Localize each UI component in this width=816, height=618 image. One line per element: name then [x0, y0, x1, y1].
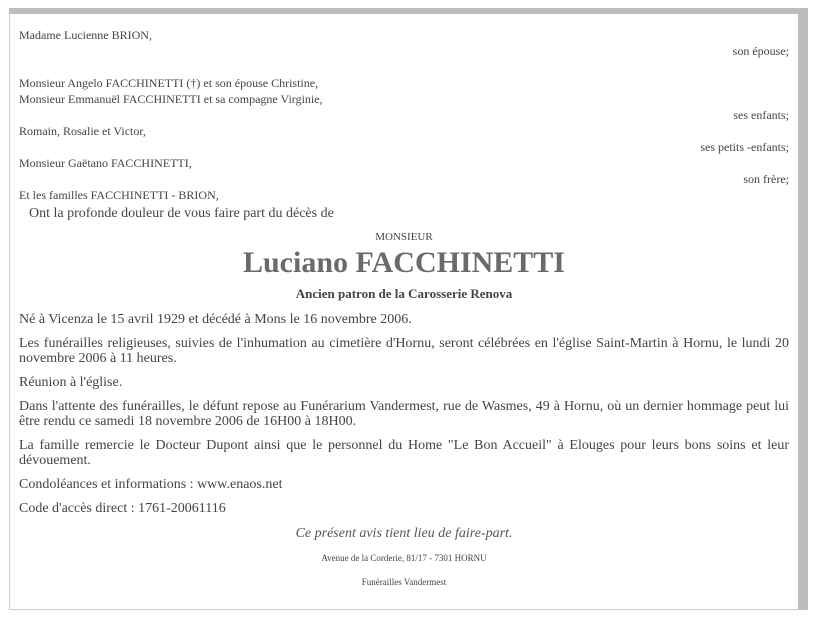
footer-funeral-home: Funérailles Vandermest	[361, 577, 447, 587]
spacer	[19, 59, 789, 75]
birth-paragraph: Né à Vicenza le 15 avril 1929 et décédé à Mons le 16 novembre 2006.	[19, 312, 412, 327]
frame-left-border	[9, 14, 10, 610]
child-2: Monsieur Emmanuël FACCHINETTI et sa compagne Virginie,	[19, 92, 323, 106]
intro-text: Ont la profonde douleur de vous faire part du décès de	[29, 206, 334, 221]
frame-top-border	[9, 8, 808, 14]
funeral-paragraph: Les funérailles religieuses, suivies de l'inhumation au cimetière d'Hornu, seront célébrées en l'église Saint-Martin à Hornu, le lundi 20 novembre 2006 à 11 heures.	[19, 336, 789, 366]
grandchildren: Romain, Rosalie et Victor,	[19, 124, 146, 138]
meeting-paragraph: Réunion à l'église.	[19, 375, 123, 390]
children-role: ses enfants;	[733, 108, 789, 122]
honorific: MONSIEUR	[375, 231, 433, 243]
frame-right-border	[798, 8, 808, 610]
families: Et les familles FACCHINETTI - BRION,	[19, 188, 219, 202]
spouse-name: Madame Lucienne BRION,	[19, 28, 152, 42]
access-code-paragraph: Code d'accès direct : 1761-20061116	[19, 501, 226, 516]
thanks-paragraph: La famille remercie le Docteur Dupont ainsi que le personnel du Home "Le Bon Accueil" à Elouges pour leurs bons soins et leur dévouement.	[19, 438, 789, 468]
footer-address: Avenue de la Corderie, 81/17 - 7301 HORNU	[321, 553, 487, 563]
viewing-paragraph: Dans l'attente des funérailles, le défunt repose au Funérarium Vandermest, rue de Wasmes, 49 à Hornu, où un dernier hommage peut lui être rendu ce samedi 18 novembre 2006 de 16H00 à 18H00.	[19, 399, 789, 429]
child-1: Monsieur Angelo FACCHINETTI (†) et son épouse Christine,	[19, 76, 319, 90]
frame-bottom-border	[9, 609, 798, 610]
notice-text: Ce présent avis tient lieu de faire-part.	[295, 526, 513, 541]
spouse-role: son épouse;	[732, 44, 789, 58]
brother-role: son frère;	[743, 172, 789, 186]
grandchildren-role: ses petits -enfants;	[700, 140, 789, 154]
deceased-title: Ancien patron de la Carosserie Renova	[295, 286, 513, 301]
death-notice	[19, 27, 789, 588]
brother-name: Monsieur Gaëtano FACCHINETTI,	[19, 156, 192, 170]
condolences-paragraph: Condoléances et informations : www.enaos.net	[19, 477, 283, 492]
deceased-name: Luciano FACCHINETTI	[242, 246, 565, 279]
